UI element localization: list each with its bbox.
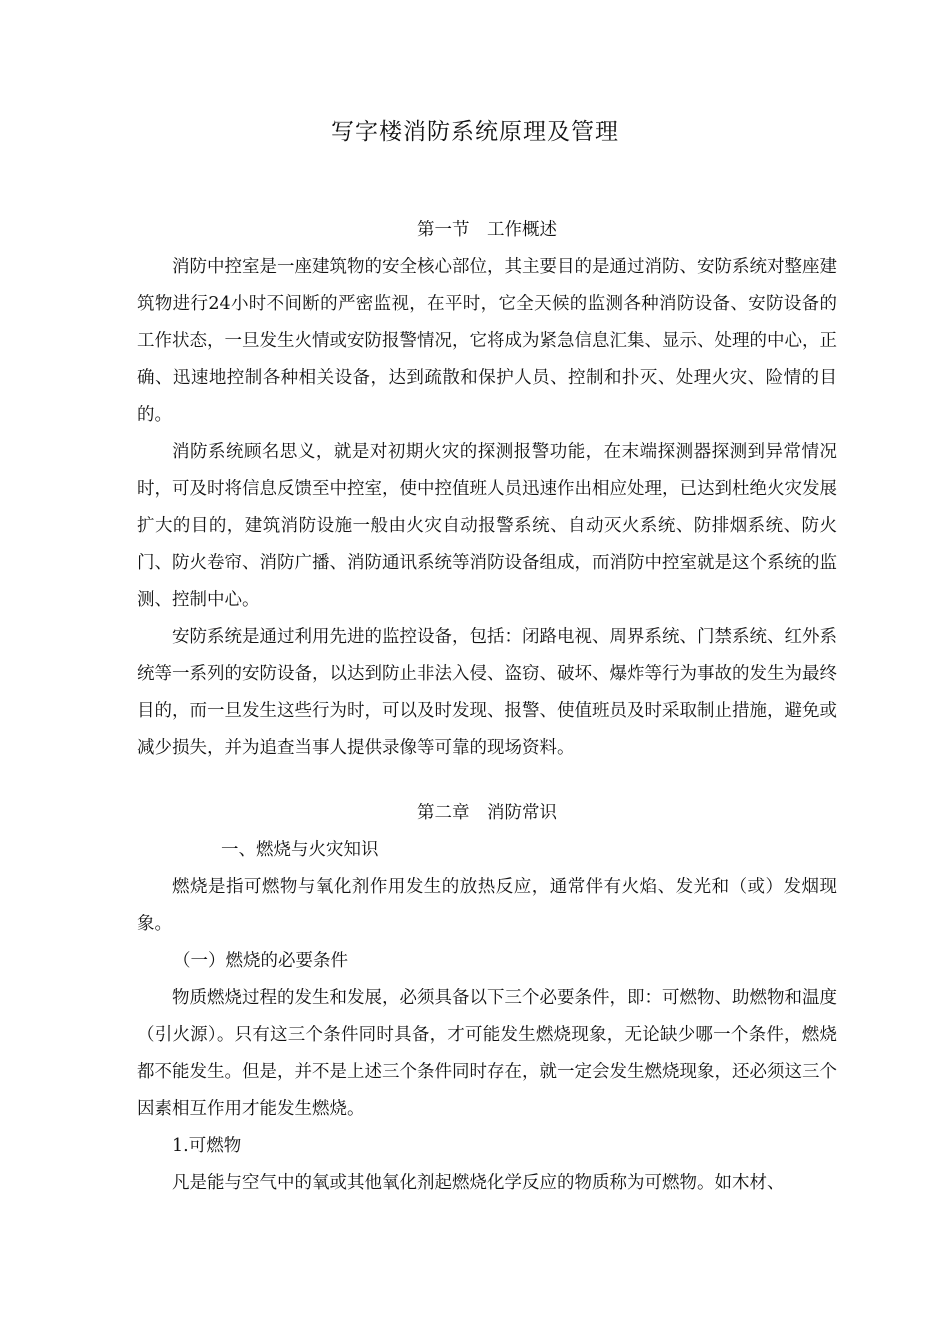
chapter-heading: 第二章 消防常识 [417, 803, 557, 823]
paragraph: 燃烧是指可燃物与氧化剂作用发生的放热反应，通常伴有火焰、发光和（或）发烟现象。 [137, 877, 837, 934]
paragraph: 物质燃烧过程的发生和发展，必须具备以下三个必要条件，即：可燃物、助燃物和温度（引火源）。只有这三个条件同时具备，才可能发生燃烧现象，无论缺少哪一个条件，燃烧都不能发生。但是，并不是上述三个条件同时存在，就一定会发生燃烧现象，还必须这三个因素相互作用才能发生燃烧。 [137, 988, 837, 1119]
item-heading: 1.可燃物 [172, 1136, 242, 1156]
paragraph: 消防中控室是一座建筑物的安全核心部位，其主要目的是通过消防、安防系统对整座建筑物进行24小时不间断的严密监视，在平时，它全天候的监测各种消防设备、安防设备的工作状态，一旦发生火情或安防报警情况，它将成为紧急信息汇集、显示、处理的中心，正确、迅速地控制各种相关设备，达到疏散和保护人员、控制和扑灭、处理火灾、险情的目的。 [137, 257, 837, 425]
paragraph: 安防系统是通过利用先进的监控设备，包括：闭路电视、周界系统、门禁系统、红外系统等一系列的安防设备，以达到防止非法入侵、盗窃、破坏、爆炸等行为事故的发生为最终目的，而一旦发生这些行为时，可以及时发现、报警、使值班员及时采取制止措施，避免或减少损失，并为追查当事人提供录像等可靠的现场资料。 [137, 627, 837, 758]
paragraph: 凡是能与空气中的氧或其他氧化剂起燃烧化学反应的物质称为可燃物。如木材、 [172, 1173, 785, 1193]
document-title: 写字楼消防系统原理及管理 [331, 119, 619, 145]
section-heading: 第一节 工作概述 [417, 220, 557, 240]
subsubsection-heading: （一）燃烧的必要条件 [173, 951, 348, 971]
document-body [137, 212, 837, 1202]
subsection-heading: 一、燃烧与火灾知识 [221, 840, 379, 860]
paragraph: 消防系统顾名思义，就是对初期火灾的探测报警功能，在末端探测器探测到异常情况时，可及时将信息反馈至中控室，使中控值班人员迅速作出相应处理，已达到杜绝火灾发展扩大的目的，建筑消防设施一般由火灾自动报警系统、自动灭火系统、防排烟系统、防火门、防火卷帘、消防广播、消防通讯系统等消防设备组成，而消防中控室就是这个系统的监测、控制中心。 [137, 442, 837, 610]
